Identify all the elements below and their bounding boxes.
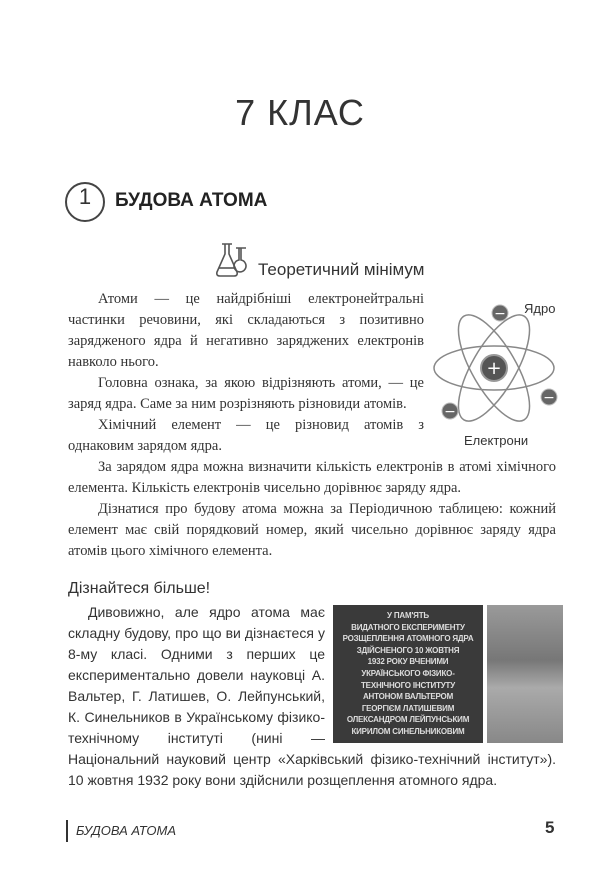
flask-icon [214, 240, 254, 280]
learn-more-text: Дивовижно, але ядро атома має складну будову, про що ви дізнаєтеся у 8-му класі. Одними з перших це експериментально довели науковці А. Вальтер, Г. Латишев, О. Лейпунський, К. Синельников в Українському фізико-технічному інституті (нині — Національний науковий центр «Харківський [68, 604, 364, 767]
memorial-plaque-photo: У ПАМ'ЯТЬ ВИДАТНОГО ЕКСПЕРИМЕНТУ РОЗЩЕПЛЕННЯ АТОМНОГО ЯДРА ЗДІЙСНЕНОГО 10 ЖОВТНЯ 1932 РОКУ ВЧЕНИМИ УКРАЇНСЬКОГО ФІЗИКО- ТЕХНІЧНОГО ІНСТИТУТУ АНТОНОМ ВАЛЬТЕРОМ ГЕОРГІЄМ ЛАТИШЕВИМ ОЛЕКСАНДРОМ ЛЕЙПУНСЬКИМ КИРИЛОМ СИНЕЛЬНИКОВИМ [333, 605, 483, 743]
learn-more-block [68, 602, 556, 791]
main-content [68, 289, 556, 791]
nucleus-label: Ядро [524, 301, 556, 316]
learn-more-images [333, 605, 563, 743]
learn-more-title: Дізнайтеся більше! [68, 580, 211, 597]
paragraph: Хімічний елемент — це різновид атомів з однаковим зарядом ядра. [68, 417, 424, 454]
footer-section: БУДОВА АТОМА [76, 823, 177, 838]
subsection-title: Теоретичний мінімум [258, 260, 425, 279]
monument-photo [487, 605, 563, 743]
atom-diagram [428, 289, 564, 449]
nucleus-sign: + [486, 358, 502, 379]
paragraph: Головна ознака, за якою відрізняють атоми, — це заряд ядра. Саме за ним розрізняють різновиди атомів. [68, 375, 424, 412]
section-number: 1 [65, 182, 105, 222]
footer-divider [66, 820, 68, 842]
paragraph: Атоми — це найдрібніші електронейтральні частинки речовини, які складаються з позитивно зарядженого ядра й негативно заряджених електронів навколо нього. [68, 291, 424, 370]
electron-sign: − [494, 306, 506, 322]
electron-sign: − [444, 404, 456, 420]
section-title: БУДОВА АТОМА [115, 190, 268, 211]
paragraph: За зарядом ядра можна визначити кількість електронів в атомі хімічного елемента. Кількість електронів чисельно дорівнює заряду ядра. [68, 459, 556, 496]
page-number: 5 [545, 818, 555, 837]
electron-sign: − [543, 390, 555, 406]
paragraph: Дізнатися про будову атома можна за Періодичною таблицею: кожний елемент має свій порядковий номер, який чисельно дорівнює заряду ядра атомів цього хімічного елемента. [68, 501, 556, 559]
electrons-label: Електрони [464, 433, 529, 448]
page-title: 7 КЛАС [235, 92, 365, 133]
learn-more-text-continued: фізико-технічний інститут»). 10 жовтня 1932 року вони здійснили розщеплення атомного ядра. [68, 751, 556, 788]
